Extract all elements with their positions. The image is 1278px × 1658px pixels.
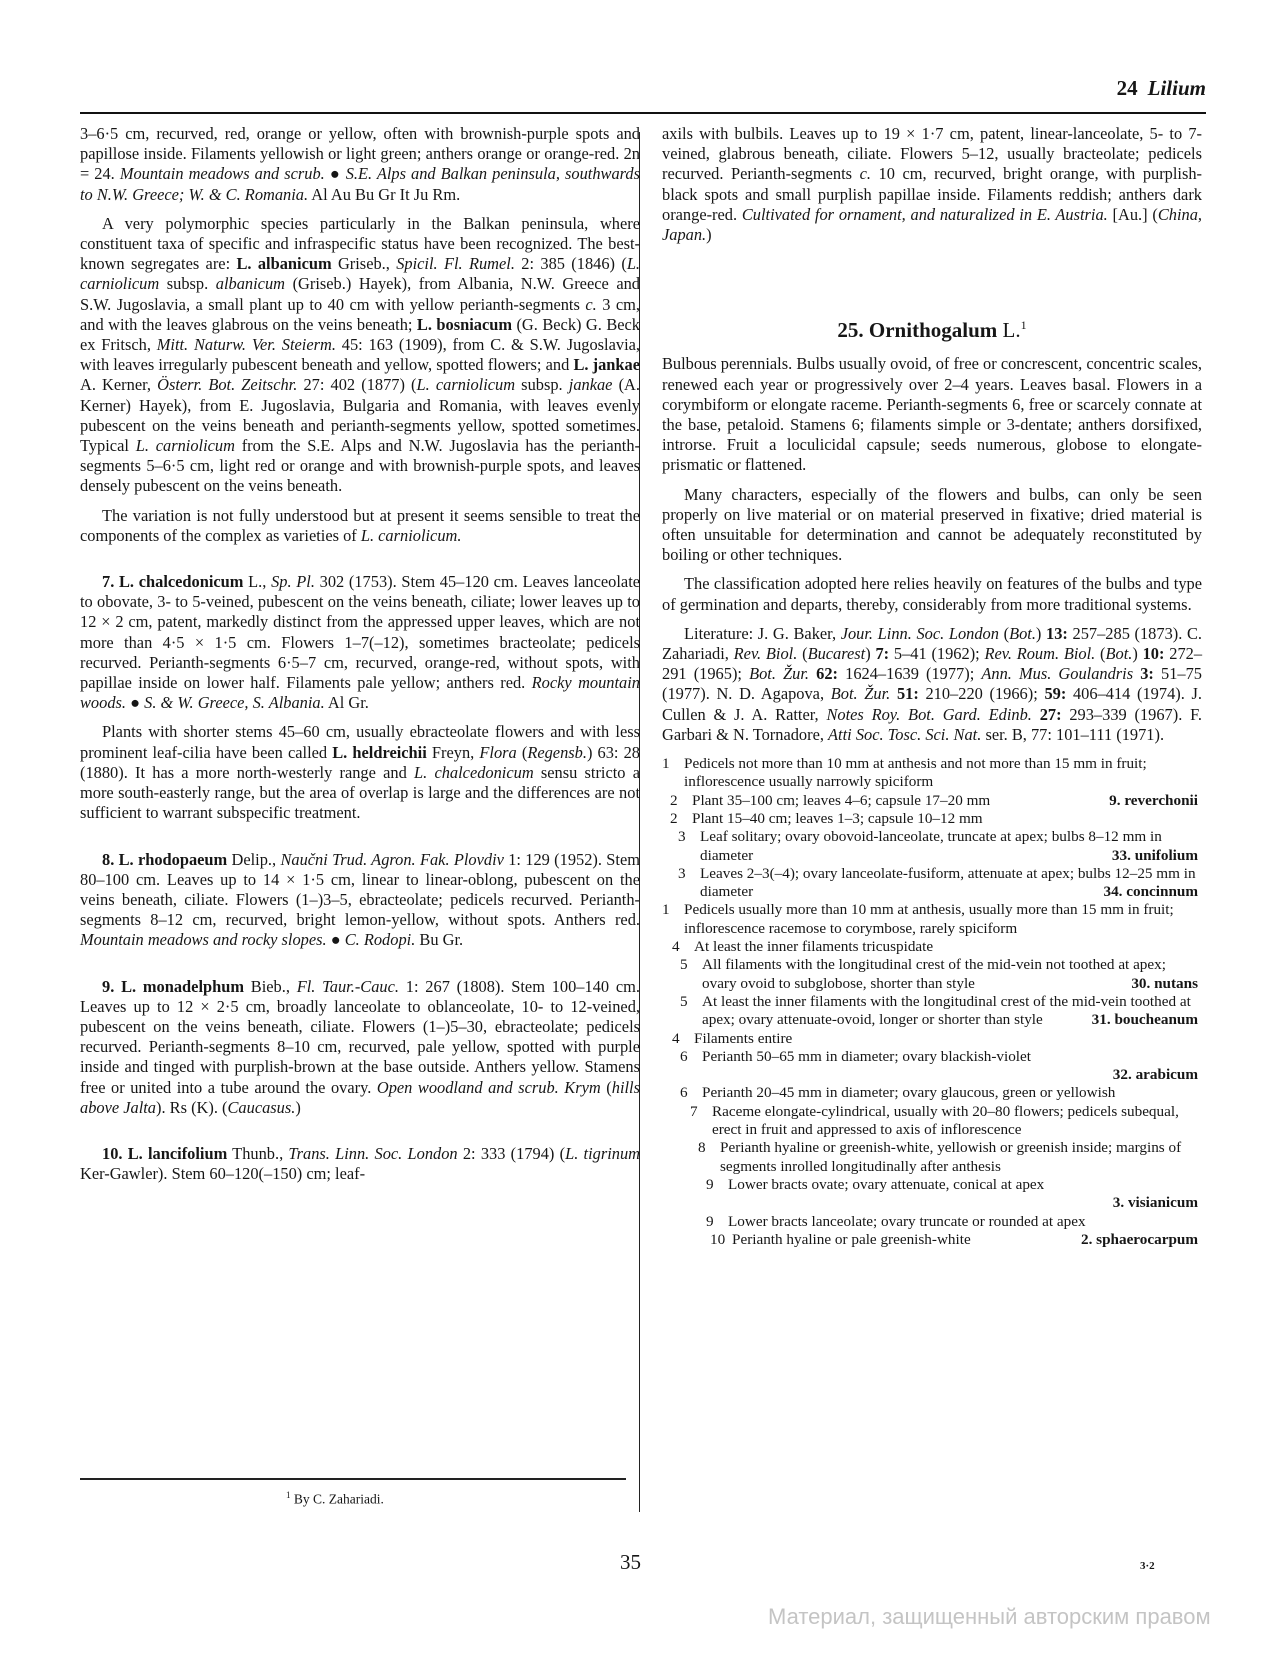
species-name: L. chalcedonicum: [119, 572, 244, 592]
key-couplet: 6 Perianth 50–65 mm in diameter; ovary blackish-violet 32. arabicum: [680, 1047, 1198, 1084]
characters-note: Many characters, especially of the flowers and bulbs, can only be seen properly on live material or on material preserved in fixative; dried material is often unsuitable for determination and cannot be adequately reconstituted by boiling or other techniques.: [662, 484, 1202, 565]
key-couplet: 7 Raceme elongate-cylindrical, usually with 20–80 flowers; pedicels subequal, erect in fruit and appressed to axis of inflorescence: [690, 1102, 1179, 1139]
key-couplet: 4 At least the inner filaments tricuspidate: [672, 938, 934, 956]
footnote-rule: [80, 1478, 626, 1480]
key-couplet: 9 Lower bracts lanceolate; ovary truncate or rounded at apex: [706, 1212, 1086, 1230]
species-7-entry: 7. L. chalcedonicum L., Sp. Pl. 302 (1753). Stem 45–120 cm. Leaves lanceolate to obovate, 3- to 5-veined, pubescent on the veins beneath, ciliate; lower leaves up to 12 × 2 cm, patent, markedly distinct from the appressed upper leaves, which are not more than 4·5 × 1·5 cm. Flowers 1–7(–12), sometimes bracteolate; pedicels recurved. Perianth-segments 6·5–7 cm, recurved, orange-red, without spots, with papillae inside on lower half. Filaments pale yellow; anthers red. Rocky mountain woods. ● S. & W. Greece, S. Albania. Al Gr.: [80, 572, 641, 713]
species-name: L. monadelphum: [121, 976, 244, 996]
variation-note: The variation is not fully understood but at present it seems sensible to treat the components of the complex as varieties of L. carniolicum.: [80, 505, 640, 545]
key-couplet: 1 Pedicels usually more than 10 mm at anthesis, usually more than 15 mm in fruit; inflorescence racemose to corymbose, rarely spiciform: [662, 901, 1174, 937]
species-10-entry: 10. L. lancifolium Thunb., Trans. Linn. Soc. London 2: 333 (1794) (L. tigrinum Ker-Gawler). Stem 60–120(–150) cm; leaf-: [80, 1143, 641, 1184]
species-6-continuation: 3–6·5 cm, recurved, red, orange or yellow, often with brownish-purple spots and papillose inside. Filaments yellowish or light green; anthers orange or orange-red. 2n = 24. Mountain meadows and scrub. ● S.E. Alps and Balkan peninsula, southwards to N.W. Greece; W. & C. Romania. Al Au Bu Gr It Ju Rm.: [80, 124, 640, 204]
key-couplet: 5 All filaments with the longitudinal crest of the mid-vein not toothed at apex; ovary ovoid to subglobose, shorter than style 30. nutans: [680, 956, 1198, 992]
left-column: [80, 124, 640, 1193]
key-couplet: 3 Leaves 2–3(–4); ovary lanceolate-fusiform, attenuate at apex; bulbs 12–25 mm in diameter 34. concinnum: [678, 864, 1198, 901]
species-name: L. lancifolium: [127, 1143, 228, 1163]
right-column: [662, 124, 1202, 1249]
key-couplet: 8 Perianth hyaline or greenish-white, yellowish or greenish inside; margins of segments inrolled longitudinally after anthesis: [698, 1139, 1182, 1175]
identification-key: [662, 755, 1202, 1249]
species-7-note: Plants with shorter stems 45–60 cm, usually ebracteolate flowers and with less prominent leaf-cilia have been called L. heldreichii Freyn, Flora (Regensb.) 63: 28 (1880). It has a more north-westerly range and L. chalcedonicum sensu stricto a more south-easterly range, but the area of overlap is large and the differences are not sufficient to warrant subspecific treatment.: [80, 722, 640, 823]
country-codes: Al Au Bu Gr It Ju Rm.: [311, 184, 461, 204]
classification-note: The classification adopted here relies heavily on features of the bulbs and type of germination and departs, thereby, considerably from more traditional systems.: [662, 574, 1202, 614]
key-couplet: 2 Plant 15–40 cm; leaves 1–3; capsule 10–12 mm: [670, 809, 983, 827]
footnote-mark: 1: [1020, 318, 1027, 333]
species-9-entry: 9. L. monadelphum Bieb., Fl. Taur.-Cauc. 1: 267 (1808). Stem 100–140 cm. Leaves up to 12 × 2·5 cm, broadly lanceolate to oblanceolate, 10- to 12-veined, pubescent on the veins beneath, ciliate. Flowers (1–)5–30, ebracteolate; pedicels recurved. Perianth-segments 8–10 cm, recurved, pale yellow, spotted with purple inside and tinged with purplish-brown at the base outside. Anthers yellow. Stamens free or united into a tube around the ovary. Open woodland and scrub. Krym (hills above Jalta). Rs (K). (Caucasus.): [80, 976, 640, 1117]
key-couplet: 9 Lower bracts ovate; ovary attenuate, conical at apex 3. visianicum: [706, 1175, 1198, 1212]
key-taxon: 9. reverchonii: [1109, 791, 1198, 809]
running-head: [1117, 76, 1206, 101]
key-taxon: 3. visianicum: [1112, 1194, 1198, 1212]
footnote: $^1$ By C. Zahariadi.: [286, 1490, 384, 1507]
genus-description: Bulbous perennials. Bulbs usually ovoid, of free or concrescent, concentric scales, renewed each year or progressively over 2–4 years. Leaves basal. Flowers in a corymbiform or elongate raceme. Perianth-segments 6, free or scarcely connate at the base, petaloid. Stamens 6; filaments simple or 3-dentate; anthers dorsifixed, introrse. Fruit a loculicidal capsule; seeds numerous, globose to elongate-prismatic or flattened.: [662, 354, 1202, 475]
key-taxon: 31. boucheanum: [1091, 1011, 1198, 1029]
key-taxon: 32. arabicum: [1112, 1066, 1198, 1084]
copyright-watermark: Материал, защищенный авторским правом: [768, 1604, 1211, 1629]
key-couplet: 5 At least the inner filaments with the longitudinal crest of the mid-vein toothed at apex; ovary attenuate-ovoid, longer or shorter than style 31. boucheanum: [680, 992, 1198, 1029]
running-head-number: 24: [1116, 76, 1138, 100]
key-couplet: 6 Perianth 20–45 mm in diameter; ovary glaucous, green or yellowish: [680, 1084, 1116, 1102]
key-couplet: 10 Perianth hyaline or pale greenish-white 2. sphaerocarpum: [710, 1230, 1198, 1248]
endemic-bullet: ●: [329, 164, 341, 184]
species-8-entry: 8. L. rhodopaeum Delip., Naučni Trud. Agron. Fak. Plovdiv 1: 129 (1952). Stem 80–100 cm. Leaves up to 14 × 1·5 cm, linear to linear-oblong, pubescent on the veins beneath, ciliate. Flowers (1–)3–5, ebracteolate; pedicels recurved. Perianth-segments 8–12 cm, recurved, bright lemon-yellow, without spots. Anthers red. Mountain meadows and rocky slopes. ● C. Rodopi. Bu Gr.: [80, 849, 640, 950]
species-10-continuation: axils with bulbils. Leaves up to 19 × 1·7 cm, patent, linear-lanceolate, 5- to 7-veined, glabrous beneath, ciliate. Flowers 5–12, usually bracteolate; pedicels recurved. Perianth-segments c. 10 cm, recurved, bright orange, with purplish-black spots and small purplish papillae inside. Filaments reddish; anthers dark orange-red. Cultivated for ornament, and naturalized in E. Austria. [Au.] (China, Japan.): [662, 124, 1202, 245]
key-couplet: 2 Plant 35–100 cm; leaves 4–6; capsule 17–20 mm 9. reverchonii: [670, 791, 1198, 809]
key-couplet: 3 Leaf solitary; ovary obovoid-lanceolate, truncate at apex; bulbs 8–12 mm in diameter 33. unifolium: [678, 828, 1198, 864]
literature: Literature: J. G. Baker, Jour. Linn. Soc. London (Bot.) 13: 257–285 (1873). C. Zahariadi, Rev. Biol. (Bucarest) 7: 5–41 (1962); Rev. Roum. Biol. (Bot.) 10: 272–291 (1965); Bot. Žur. 62: 1624–1639 (1977); Ann. Mus. Goulandris 3: 51–75 (1977). N. D. Agapova, Bot. Žur. 51: 210–220 (1966); 59: 406–414 (1974). J. Cullen & J. A. Ratter, Notes Roy. Bot. Gard. Edinb. 27: 293–339 (1967). F. Garbari & N. Tornadore, Atti Soc. Tosc. Sci. Nat. ser. B, 77: 101–111 (1971).: [662, 623, 1203, 744]
top-rule: [80, 112, 1206, 114]
key-taxon: 33. unifolium: [1111, 846, 1198, 864]
running-head-genus: Lilium: [1147, 76, 1206, 100]
page-number: 35: [620, 1550, 641, 1574]
key-couplet: 1 Pedicels not more than 10 mm at anthesis and not more than 15 mm in fruit; inflorescence usually narrowly spiciform: [662, 755, 1147, 791]
range: S.E. Alps and Balkan peninsula, southwards to N.W. Greece; W. & C. Romania.: [80, 164, 640, 204]
key-taxon: 30. nutans: [1131, 974, 1198, 992]
genus-name: Ornithogalum: [868, 318, 998, 343]
polymorphism-note: A very polymorphic species particularly in the Balkan peninsula, where constituent taxa of specific and infraspecific status have been recognized. The best-known segregates are: L. albanicum Griseb., Spicil. Fl. Rumel. 2: 385 (1846) (L. carniolicum subsp. albanicum (Griseb.) Hayek), from Albania, N.W. Greece and S.W. Jugoslavia, a small plant up to 40 cm with yellow perianth-segments c. 3 cm, and with the leaves glabrous on the veins beneath; L. bosniacum (G. Beck) G. Beck ex Fritsch, Mitt. Naturw. Ver. Steierm. 45: 163 (1909), from C. & S.W. Jugoslavia, with leaves irregularly pubescent beneath and yellow, spotted flowers; and L. jankae A. Kerner, Österr. Bot. Zeitschr. 27: 402 (1877) (L. carniolicum subsp. jankae (A. Kerner) Hayek), from E. Jugoslavia, Bulgaria and Romania, with leaves evenly pubescent on the veins beneath and perianth-segments yellow, spotted sometimes. Typical L. carniolicum from the S.E. Alps and N.W. Jugoslavia has the perianth-segments 5–6·5 cm, light red or orange and with brownish-purple spots, and leaves densely pubescent on the veins beneath.: [80, 213, 641, 496]
key-taxon: 34. concinnum: [1103, 883, 1198, 901]
habitat: Mountain meadows and scrub.: [119, 164, 325, 184]
signature-mark: 3·2: [1140, 1560, 1155, 1572]
species-name: L. rhodopaeum: [118, 849, 228, 869]
key-taxon: 2. sphaerocarpum: [1080, 1230, 1198, 1248]
genus-heading: 25. Ornithogalum L.$^1$: [837, 318, 1027, 343]
key-couplet: 4 Filaments entire: [672, 1029, 793, 1047]
